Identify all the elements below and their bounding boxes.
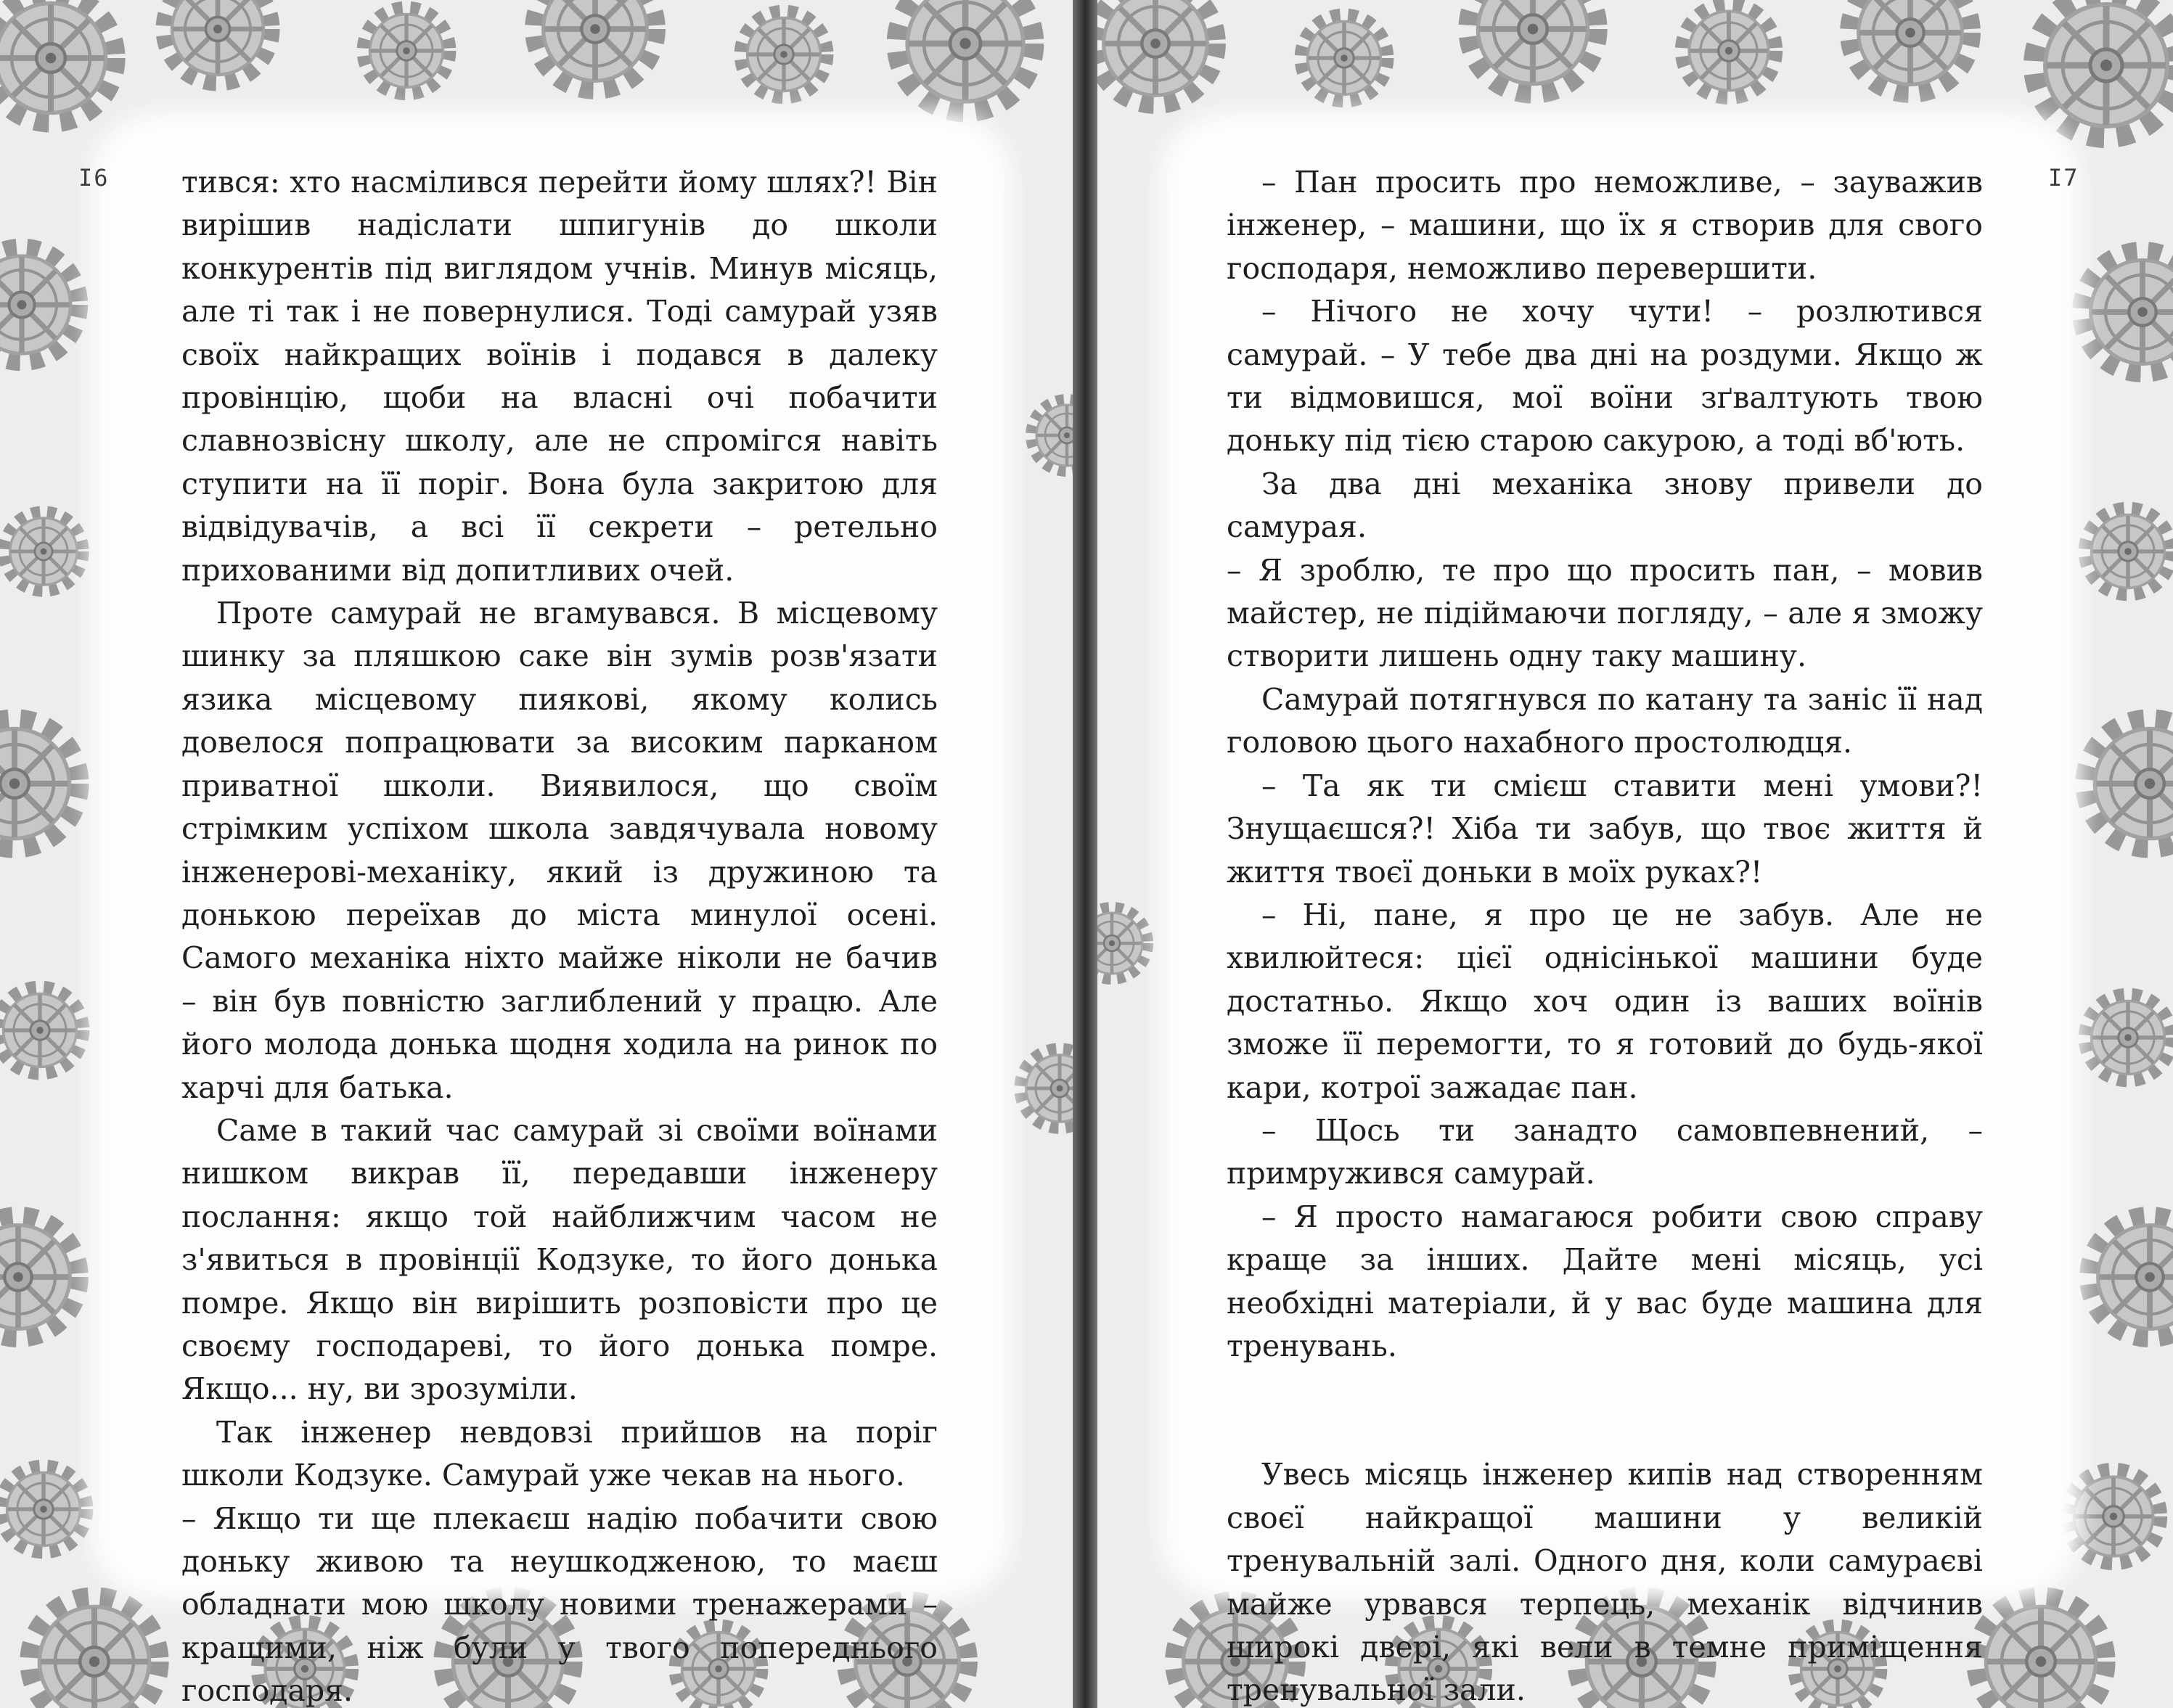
paragraph: Самурай потягнувся по катану та заніс її над головою цього нахабного простолюдця. xyxy=(1227,681,1983,760)
book-gutter xyxy=(1073,0,1100,1708)
paragraph: Саме в такий час самурай зі своїми воїнами нишком викрав її, передавши інженеру послання: якщо той найближчим часом не з'явиться в провінції Кодзуке, то його донька помре. Якщо він вирішить розповісти про це своєму господареві, то його донька помре. Якщо... ну, ви зрозуміли. xyxy=(181,1112,938,1407)
paragraph: тився: хто насмілився перейти йому шлях?! Він вирішив надіслати шпигунів до школи конкурентів під виглядом учнів. Минув місяць, але ті так і не повернулися. Тоді самурай узяв своїх найкращих воїнів і подався в далеку провінцію, щоби на власні очі побачити славнозвісну школу, але не спромігся навіть ступити на її поріг. Вона була закритою для відвідувачів, а всі її секрети – ретельно прихованими від допитливих очей. xyxy=(181,165,938,588)
paragraph: – Нічого не хочу чути! – розлютився самурай. – У тебе два дні на роздуми. Якщо ж ти відмовишся, мої воїни зґвалтують твою доньку під тією старою сакурою, а тоді вб'ють. xyxy=(1227,294,1983,459)
paragraph: Так інженер невдовзі прийшов на поріг школи Кодзуке. Самурай уже чекав на нього. xyxy=(181,1414,938,1493)
left-page xyxy=(0,0,1076,1708)
paragraph: – Пан просить про неможливе, – зауважив інженер, – машини, що їх я створив для свого господаря, неможливо перевершити. xyxy=(1227,165,1983,286)
paragraph: Увесь місяць інженер кипів над створенням своєї найкращої машини у великій тренувальній залі. Одного дня, коли самураєві майже урвався терпець, механік відчинив широкі двері, які вели в темне приміщення тренувальної зали. xyxy=(1227,1457,1983,1708)
paragraph: – Я зроблю, те про що просить пан, – мовив майстер, не підіймаючи погляду, – але я зможу створити лишень одну таку машину. xyxy=(1227,552,1983,674)
paragraph: – Ні, пане, я про це не забув. Але не хвилюйтеся: цієї однісінької машини буде достатньо. Якщо хоч один із ваших воїнів зможе її перемогти, то я готовий до будь-якої кари, котрої зажадає пан. xyxy=(1227,897,1983,1105)
body-text-right xyxy=(1227,161,1983,1708)
paragraph: Проте самурай не вгамувався. В місцевому шинку за пляшкою саке він зумів розв'язати язика місцевому пиякові, якому колись довелося попрацювати за високим парканом приватної школи. Виявилося, що своїм стрімким успіхом школа завдячувала новому інженерові-механіку, який із дружиною та донькою переїхав до міста минулої осені. Самого механіка ніхто майже ніколи не бачив – він був повністю заглиблений у працю. Але його молода донька щодня ходила на ринок по харчі для батька. xyxy=(181,596,938,1105)
paragraph: – Я просто намагаюся робити свою справу краще за інших. Дайте мені місяць, усі необхідні матеріали, й у вас буде машина для тренувань. xyxy=(1227,1199,1983,1363)
paragraph: – Якщо ти ще плекаєш надію побачити свою доньку живою та неушкодженою, то маєш обладнати мою школу новими тренажерами – кращими, ніж були у твого попереднього господаря. xyxy=(181,1500,938,1708)
page-number-right: I7 xyxy=(2048,164,2079,192)
right-page xyxy=(1097,0,2173,1708)
paragraph: За два дні механіка знову привели до самурая. xyxy=(1227,466,1983,545)
page-number-left: I6 xyxy=(78,164,110,192)
paragraph: – Щось ти занадто самовпевнений, – примружився самурай. xyxy=(1227,1112,1983,1191)
body-text-left xyxy=(181,161,938,1708)
paragraph: – Та як ти смієш ставити мені умови?! Знущаєшся?! Хіба ти забув, що твоє життя й життя твоєї доньки в моїх руках?! xyxy=(1227,768,1983,890)
